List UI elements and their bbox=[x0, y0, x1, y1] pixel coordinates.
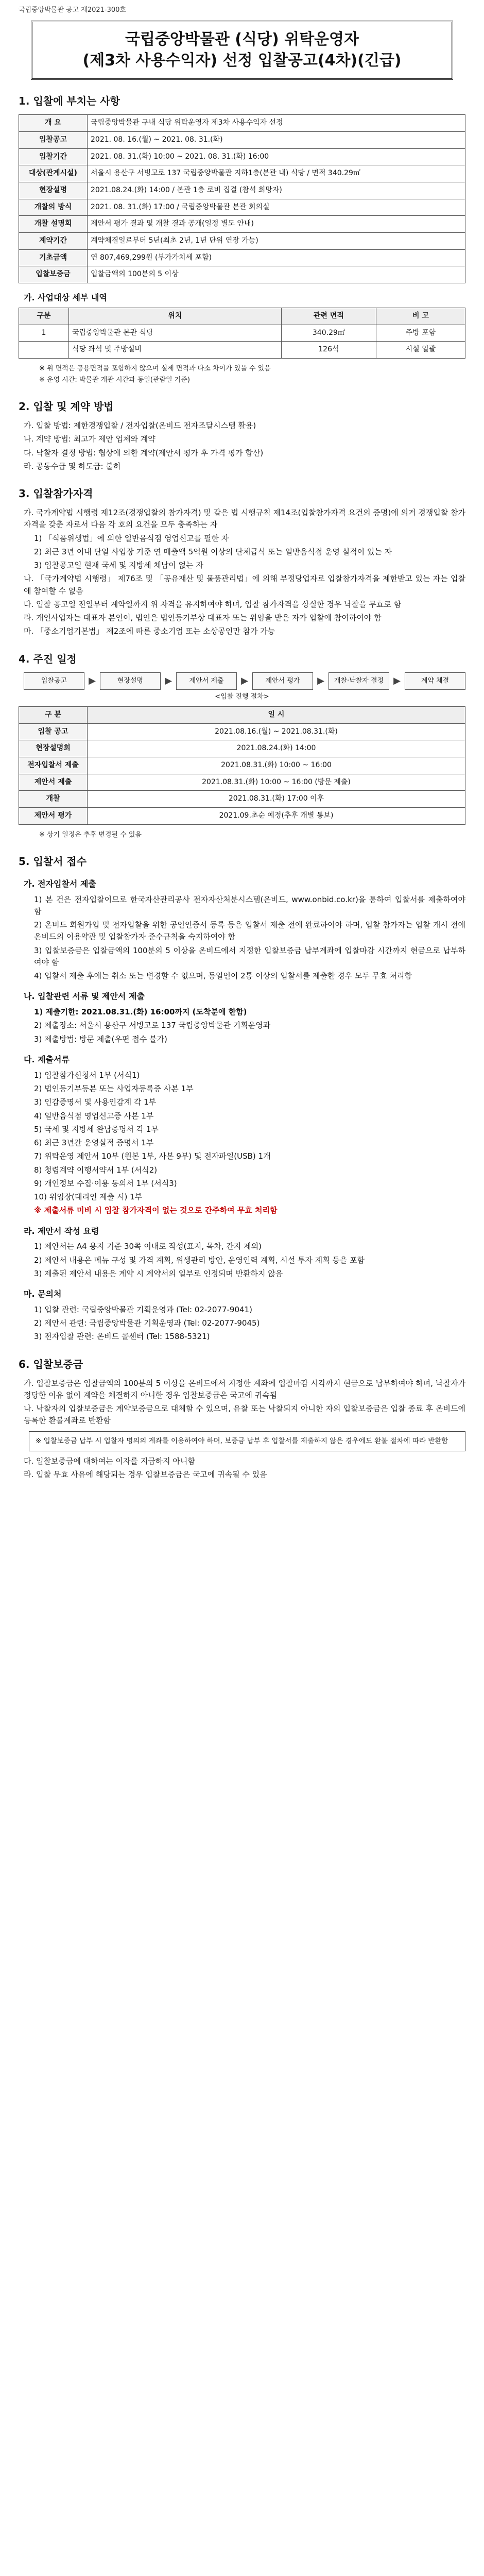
paragraph: 다. 입찰보증금에 대하여는 이자를 지급하지 아니함 bbox=[24, 1456, 195, 1466]
paragraph: 3) 제출된 제안서 내용은 계약 시 계약서의 일부로 인정되며 반환하지 않음 bbox=[34, 1268, 283, 1278]
table-row bbox=[19, 325, 465, 342]
flow-step: 입찰공고 bbox=[24, 672, 84, 690]
paragraph: 3) 입찰공고일 현재 국세 및 지방세 체납이 없는 자 bbox=[34, 561, 203, 570]
table-row bbox=[19, 216, 465, 233]
table-row bbox=[19, 249, 465, 266]
subheading: 나. 입찰관련 서류 및 제안서 제출 bbox=[24, 991, 145, 1002]
subheading: 다. 제출서류 bbox=[24, 1054, 70, 1064]
list-item: 5) 국세 및 지방세 완납증명서 각 1부 bbox=[34, 1124, 159, 1134]
paragraph: 나. 낙찰자의 입찰보증금은 계약보증금으로 대체할 수 있으며, 유찰 또는 낙찰되지 아니한 자의 입찰보증금은 입찰 종료 후 온비드에 등록한 환불계좌로 반환함 bbox=[24, 1404, 465, 1426]
section-5-heading: 5. 입찰서 접수 bbox=[19, 855, 87, 868]
detail-area: 340.29㎡ bbox=[281, 325, 376, 342]
paragraph: 2) 최근 3년 이내 단일 사업장 기준 연 매출액 5억원 이상의 단체급식 또는 일반음식점 운영 실적이 있는 자 bbox=[34, 547, 392, 556]
overview-label: 입찰보증금 bbox=[19, 266, 88, 283]
schedule-table bbox=[19, 706, 465, 825]
flow-step: 현장설명 bbox=[100, 672, 161, 690]
schedule-item: 제안서 제출 bbox=[19, 774, 88, 791]
list-item: 10) 위임장(대리인 제출 시) 1부 bbox=[34, 1192, 143, 1202]
overview-label: 현장설명 bbox=[19, 182, 88, 199]
table-row bbox=[19, 115, 465, 132]
overview-label: 계약기간 bbox=[19, 232, 88, 249]
paragraph: 1) 제안서는 A4 용지 기준 30쪽 이내로 작성(표지, 목차, 간지 제외) bbox=[34, 1242, 262, 1251]
page-title-line2: (제3차 사용수익자) 선정 입찰공고(4차)(긴급) bbox=[82, 51, 402, 70]
table-row bbox=[19, 131, 465, 148]
overview-value: 제안서 평가 결과 및 개찰 결과 공개(일정 별도 안내) bbox=[88, 216, 465, 233]
schedule-item: 개찰 bbox=[19, 791, 88, 808]
schedule-item: 입찰 공고 bbox=[19, 723, 88, 740]
schedule-date: 2021.08.31.(화) 17:00 이후 bbox=[88, 791, 465, 808]
overview-table bbox=[19, 114, 465, 283]
table-row bbox=[19, 232, 465, 249]
table-row bbox=[19, 791, 465, 808]
detail-table bbox=[19, 308, 465, 359]
table-row bbox=[19, 266, 465, 283]
list-item: 3) 인감증명서 및 사용인감계 각 1부 bbox=[34, 1097, 157, 1107]
arrow-right-icon: ▶ bbox=[165, 675, 172, 686]
table-row bbox=[19, 723, 465, 740]
table-row bbox=[19, 757, 465, 774]
table-row bbox=[19, 774, 465, 791]
detail-note: 시설 일괄 bbox=[376, 342, 465, 359]
overview-label: 입찰기간 bbox=[19, 148, 88, 165]
paragraph: 2) 제안서 내용은 메뉴 구성 및 가격 계획, 위생관리 방안, 운영인력 계획, 시설 투자 계획 등을 포함 bbox=[34, 1255, 365, 1265]
table-row bbox=[19, 148, 465, 165]
schedule-date: 2021.09.초순 예정(추후 개별 통보) bbox=[88, 808, 465, 825]
detail-place: 식당 좌석 및 주방설비 bbox=[68, 342, 281, 359]
paragraph: 3) 입찰보증금은 입찰금액의 100분의 5 이상을 온비드에서 지정한 입찰보증금 납부계좌에 입찰마감 시간까지 현금으로 납부하여야 함 bbox=[34, 945, 465, 967]
detail-note-text: ※ 운영 시간: 박물관 개관 시간과 동일(관람일 기준) bbox=[39, 376, 190, 384]
list-item: 8) 청렴계약 이행서약서 1부 (서식2) bbox=[34, 1165, 158, 1175]
schedule-item: 현장설명회 bbox=[19, 740, 88, 757]
overview-label: 대상(관계시설) bbox=[19, 165, 88, 182]
page-title-line1: 국립중앙박물관 (식당) 위탁운영자 bbox=[125, 30, 359, 49]
schedule-header: 구 분 bbox=[19, 706, 88, 723]
contact-line: 3) 전자입찰 관련: 온비드 콜센터 (Tel: 1588-5321) bbox=[34, 1332, 210, 1342]
detail-header: 위치 bbox=[68, 308, 281, 325]
section-4-heading: 4. 주진 일정 bbox=[19, 652, 77, 665]
overview-value: 계약체결일로부터 5년(최초 2년, 1년 단위 연장 가능) bbox=[88, 232, 465, 249]
overview-value: 2021. 08. 31.(화) 17:00 / 국립중앙박물관 본관 회의실 bbox=[88, 199, 465, 216]
warning-note: ※ 제출서류 미비 시 입찰 참가자격이 없는 것으로 간주하여 무효 처리함 bbox=[34, 1206, 278, 1215]
schedule-item: 제안서 평가 bbox=[19, 808, 88, 825]
list-item: 라. 공동수급 및 하도급: 불허 bbox=[24, 461, 121, 471]
detail-note: 주방 포함 bbox=[376, 325, 465, 342]
paragraph: 3) 제출방법: 방문 제출(우편 접수 불가) bbox=[34, 1034, 167, 1044]
list-item: 4) 일반음식점 영업신고증 사본 1부 bbox=[34, 1111, 154, 1121]
detail-subheading: 가. 사업대상 세부 내역 bbox=[24, 293, 107, 303]
overview-value: 2021.08.24.(화) 14:00 / 본관 1층 로비 집결 (참석 희망자) bbox=[88, 182, 465, 199]
overview-label: 개찰의 방식 bbox=[19, 199, 88, 216]
flow-step: 제안서 평가 bbox=[252, 672, 313, 690]
section-3-heading: 3. 입찰참가자격 bbox=[19, 487, 93, 500]
flow-caption: <입찰 진행 절차> bbox=[215, 692, 269, 701]
detail-no: 1 bbox=[19, 325, 69, 342]
list-item: 6) 최근 3년간 운영실적 증명서 1부 bbox=[34, 1138, 154, 1148]
section-6-heading: 6. 입찰보증금 bbox=[19, 1358, 83, 1370]
flow-step: 계약 체결 bbox=[405, 672, 465, 690]
paragraph: 2) 온비드 회원가입 및 전자입찰을 위한 공인인증서 등록 등은 입찰서 제출 전에 완료하여야 하며, 입찰 참가자는 입찰 개시 전에 온비드의 이용약관 및 입찰참가자 준수규칙을 숙지하여야 함 bbox=[34, 920, 465, 942]
list-item: 나. 계약 방법: 최고가 제안 업체와 계약 bbox=[24, 434, 155, 444]
paragraph: 1) 「식품위생법」에 의한 일반음식점 영업신고를 필한 자 bbox=[34, 533, 229, 543]
process-flow bbox=[24, 672, 465, 690]
paragraph: 1) 제출기한: 2021.08.31.(화) 16:00까지 (도착분에 한함) bbox=[34, 1007, 247, 1017]
table-row bbox=[19, 342, 465, 359]
overview-value: 연 807,469,299원 (부가가치세 포함) bbox=[88, 249, 465, 266]
schedule-note: ※ 상기 일정은 추후 변경될 수 있음 bbox=[39, 831, 142, 839]
title-box bbox=[31, 21, 453, 80]
list-item: 9) 개인정보 수집·이용 동의서 1부 (서식3) bbox=[34, 1178, 177, 1188]
arrow-right-icon: ▶ bbox=[317, 675, 324, 686]
schedule-date: 2021.08.16.(월) ~ 2021.08.31.(화) bbox=[88, 723, 465, 740]
table-row bbox=[19, 199, 465, 216]
overview-value: 서울시 용산구 서빙고로 137 국립중앙박물관 지하1층(본관 내) 식당 / 면적 340.29㎡ bbox=[88, 165, 465, 182]
table-row bbox=[19, 182, 465, 199]
overview-value: 국립중앙박물관 구내 식당 위탁운영자 제3차 사용수익자 선정 bbox=[88, 115, 465, 132]
schedule-item: 전자입찰서 제출 bbox=[19, 757, 88, 774]
table-row bbox=[19, 165, 465, 182]
paragraph: 라. 입찰 무효 사유에 해당되는 경우 입찰보증금은 국고에 귀속될 수 있음 bbox=[24, 1469, 267, 1479]
subheading: 가. 전자입찰서 제출 bbox=[24, 878, 96, 889]
overview-value: 2021. 08. 16.(월) ~ 2021. 08. 31.(화) bbox=[88, 131, 465, 148]
paragraph: 2) 제출장소: 서울시 용산구 서빙고로 137 국립중앙박물관 기획운영과 bbox=[34, 1021, 271, 1030]
detail-no bbox=[19, 342, 69, 359]
paragraph: 4) 입찰서 제출 후에는 취소 또는 변경할 수 없으며, 동일인이 2통 이상의 입찰서를 제출한 경우 모두 무효 처리함 bbox=[34, 971, 412, 981]
overview-value: 2021. 08. 31.(화) 10:00 ~ 2021. 08. 31.(화) 16:00 bbox=[88, 148, 465, 165]
arrow-right-icon: ▶ bbox=[393, 675, 401, 686]
notice-box: ※ 입찰보증금 납부 시 입찰자 명의의 계좌를 이용하여야 하며, 보증금 납부 후 입찰서를 제출하지 않은 경우에도 환불 절차에 따라 반환함 bbox=[29, 1431, 465, 1451]
schedule-date: 2021.08.24.(화) 14:00 bbox=[88, 740, 465, 757]
flow-step: 개찰·낙찰자 결정 bbox=[329, 672, 389, 690]
list-item: 다. 낙찰자 결정 방법: 협상에 의한 계약(제안서 평가 후 가격 평가 합산) bbox=[24, 448, 264, 457]
list-item: 1) 입찰참가신청서 1부 (서식1) bbox=[34, 1070, 140, 1080]
detail-area: 126석 bbox=[281, 342, 376, 359]
paragraph: 다. 입찰 공고일 전일부터 계약일까지 위 자격을 유지하여야 하며, 입찰 참가자격을 상실한 경우 낙찰을 무효로 함 bbox=[24, 599, 402, 609]
schedule-date: 2021.08.31.(화) 10:00 ~ 16:00 bbox=[88, 757, 465, 774]
paragraph: 라. 개인사업자는 대표자 본인이, 법인은 법인등기부상 대표자 또는 위임을 받은 자가 입찰에 참여하여야 함 bbox=[24, 613, 382, 623]
schedule-header: 일 시 bbox=[88, 706, 465, 723]
list-item: 가. 입찰 방법: 제한경쟁입찰 / 전자입찰(온비드 전자조달시스템 활용) bbox=[24, 421, 256, 431]
paragraph: 나. 「국가계약법 시행령」 제76조 및 「공유재산 및 물품관리법」에 의해 부정당업자로 입찰참가자격을 제한받고 있는 자는 입찰에 참여할 수 없음 bbox=[24, 574, 465, 596]
arrow-right-icon: ▶ bbox=[89, 675, 96, 686]
paragraph: 1) 본 건은 전자입찰이므로 한국자산관리공사 전자자산처분시스템(온비드, www.onbid.co.kr)을 통하여 입찰서를 제출하여야 함 bbox=[34, 894, 465, 916]
list-item: 7) 위탁운영 제안서 10부 (원본 1부, 사본 9부) 및 전자파일(USB) 1개 bbox=[34, 1151, 271, 1161]
section-1-heading: 1. 입찰에 부치는 사항 bbox=[19, 95, 120, 108]
subheading: 마. 문의처 bbox=[24, 1289, 62, 1299]
schedule-date: 2021.08.31.(화) 10:00 ~ 16:00 (방문 제출) bbox=[88, 774, 465, 791]
table-row bbox=[19, 740, 465, 757]
list-item: 2) 법인등기부등본 또는 사업자등록증 사본 1부 bbox=[34, 1084, 194, 1094]
detail-note-text: ※ 위 면적은 공용면적을 포함하지 않으며 실제 면적과 다소 차이가 있을 수 있음 bbox=[39, 364, 271, 372]
detail-header: 구분 bbox=[19, 308, 69, 325]
contact-line: 2) 제안서 관련: 국립중앙박물관 기획운영과 (Tel: 02-2077-9045) bbox=[34, 1318, 260, 1328]
overview-label: 기초금액 bbox=[19, 249, 88, 266]
doc-number: 국립중앙박물관 공고 제2021-300호 bbox=[19, 6, 126, 14]
detail-header: 관련 면적 bbox=[281, 308, 376, 325]
contact-line: 1) 입찰 관련: 국립중앙박물관 기획운영과 (Tel: 02-2077-9041) bbox=[34, 1304, 252, 1314]
table-row bbox=[19, 808, 465, 825]
paragraph: 가. 입찰보증금은 입찰금액의 100분의 5 이상을 온비드에서 지정한 계좌에 입찰마감 시각까지 현금으로 납부하여야 하며, 낙찰자가 정당한 이유 없이 계약을 체결하지 아니한 경우 입찰보증금은 국고에 귀속됨 bbox=[24, 1378, 465, 1400]
paragraph: 가. 국가계약법 시행령 제12조(경쟁입찰의 참가자격) 및 같은 법 시행규칙 제14조(입찰참가자격 요건의 증명)에 의거 경쟁입찰 참가자격을 갖춘 자로서 다음 각 호의 요건을 모두 충족하는 자 bbox=[24, 508, 465, 530]
paragraph: 마. 「중소기업기본법」 제2조에 따른 중소기업 또는 소상공인만 참가 가능 bbox=[24, 626, 275, 636]
subheading: 라. 제안서 작성 요령 bbox=[24, 1226, 99, 1236]
detail-place: 국립중앙박물관 본관 식당 bbox=[68, 325, 281, 342]
flow-step: 제안서 제출 bbox=[176, 672, 237, 690]
overview-label: 입찰공고 bbox=[19, 131, 88, 148]
detail-header: 비 고 bbox=[376, 308, 465, 325]
overview-value: 입찰금액의 100분의 5 이상 bbox=[88, 266, 465, 283]
overview-label: 개찰 설명회 bbox=[19, 216, 88, 233]
overview-label: 개 요 bbox=[19, 115, 88, 132]
section-2-heading: 2. 입찰 및 계약 방법 bbox=[19, 400, 114, 413]
arrow-right-icon: ▶ bbox=[241, 675, 248, 686]
